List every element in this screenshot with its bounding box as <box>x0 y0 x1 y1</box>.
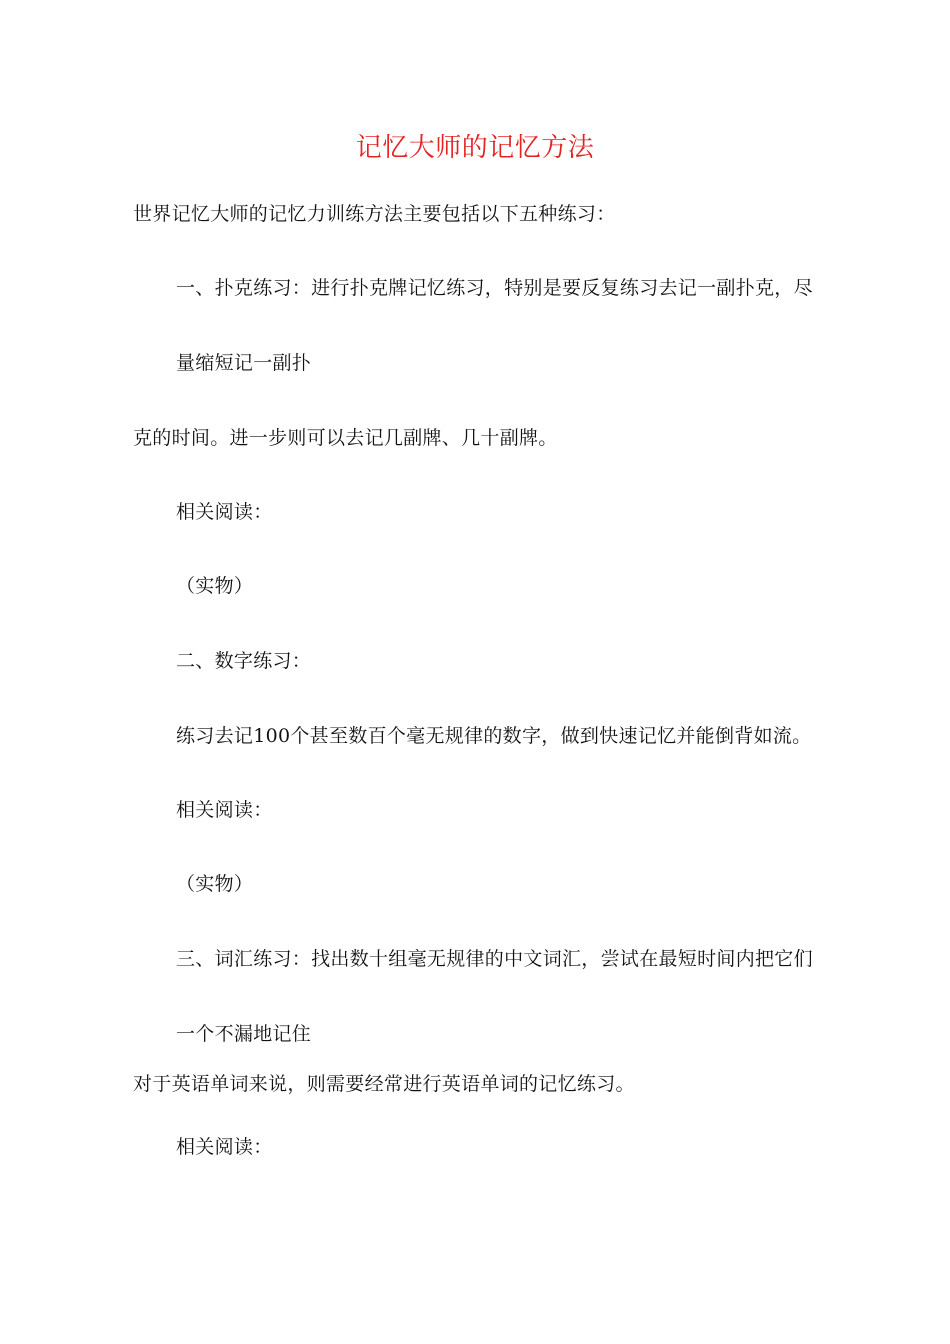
section-1-heading-line: 一、扑克练习：进行扑克牌记忆练习，特别是要反复练习去记一副扑克，尽 <box>176 277 813 299</box>
section-2-heading: 二、数字练习： <box>176 650 312 672</box>
physical-note-1: （实物） <box>176 575 254 597</box>
section-3-body-line: 对于英语单词来说，则需要经常进行英语单词的记忆练习。 <box>133 1073 635 1095</box>
section-3-continuation-line: 一个不漏地记住 <box>176 1023 312 1045</box>
physical-note-2: （实物） <box>176 873 254 895</box>
section-1-body-line: 克的时间。进一步则可以去记几副牌、几十副牌。 <box>133 427 558 449</box>
section-1-continuation-line: 量缩短记一副扑 <box>176 352 312 374</box>
document-title: 记忆大师的记忆方法 <box>355 133 595 163</box>
related-reading-label-3: 相关阅读： <box>176 1136 273 1158</box>
section-2-body-line: 练习去记100个甚至数百个毫无规律的数字，做到快速记忆并能倒背如流。 <box>176 725 812 747</box>
related-reading-label-1: 相关阅读： <box>176 501 273 523</box>
section-3-heading-line: 三、词汇练习：找出数十组毫无规律的中文词汇，尝试在最短时间内把它们 <box>176 948 813 970</box>
intro-paragraph: 世界记忆大师的记忆力训练方法主要包括以下五种练习： <box>133 203 616 225</box>
related-reading-label-2: 相关阅读： <box>176 799 273 821</box>
